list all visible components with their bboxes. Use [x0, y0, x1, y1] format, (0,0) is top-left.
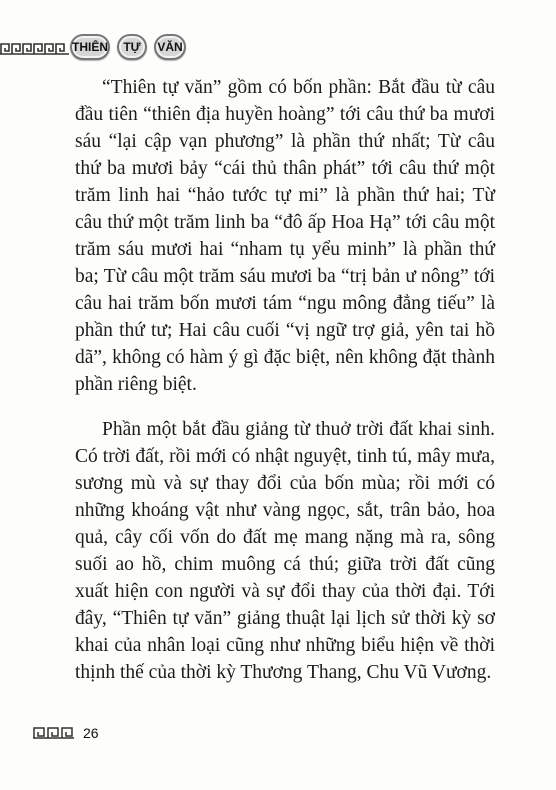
fret-ornament-icon [33, 727, 75, 739]
page-footer [33, 723, 99, 743]
running-header [0, 34, 556, 64]
paragraph: “Thiên tự văn” gồm có bốn phần: Bắt đầu từ câu đầu tiên “thiên địa huyền hoàng” tới câu thứ ba mươi sáu “lại cập vạn phương” là phần thứ nhất; Từ câu thứ ba mươi bảy “cái thủ thân phát” tới câu thứ một trăm linh hai “hảo tước tự mi” là phần thứ hai; Từ câu thứ một trăm linh ba “đô ấp Hoa Hạ” tới câu một trăm sáu mươi hai “nham tụ yểu minh” là phần thứ ba; Từ câu một trăm sáu mươi ba “trị bản ư nông” tới câu hai trăm bốn mươi tám “ngu mông đẳng tiếu” là phần thứ tư; Hai câu cuối “vị ngữ trợ giả, yên tai hồ dã”, không có hàm ý gì đặc biệt, nên không đặt thành phần riêng biệt. [75, 77, 495, 395]
title-badge: TỰ [117, 34, 147, 60]
fret-ornament-icon [0, 43, 70, 55]
title-badge: THIÊN [70, 34, 110, 60]
title-badges [70, 34, 186, 60]
title-badge: VĂN [154, 34, 186, 60]
paragraph: Phần một bắt đầu giảng từ thuở trời đất khai sinh. Có trời đất, rồi mới có nhật nguyệt, tinh tú, mây mưa, sương mù và sự thay đổi của bốn mùa; rồi mới có những khoáng vật như vàng ngọc, sắt, trân bảo, hoa quả, cây cối vốn do đất mẹ mang nặng mà ra, sông suối ao hồ, chim muông cá thú; giữa trời đất cũng xuất hiện con người và sự đổi thay của thời đại. Tới đây, “Thiên tự văn” giảng thuật lại lịch sử thời kỳ sơ khai của nhân loại cũng như những biểu hiện về thời thịnh thế của thời kỳ Thương Thang, Chu Vũ Vương. [75, 419, 495, 683]
page-number: 26 [83, 725, 99, 741]
body-text [75, 74, 495, 686]
